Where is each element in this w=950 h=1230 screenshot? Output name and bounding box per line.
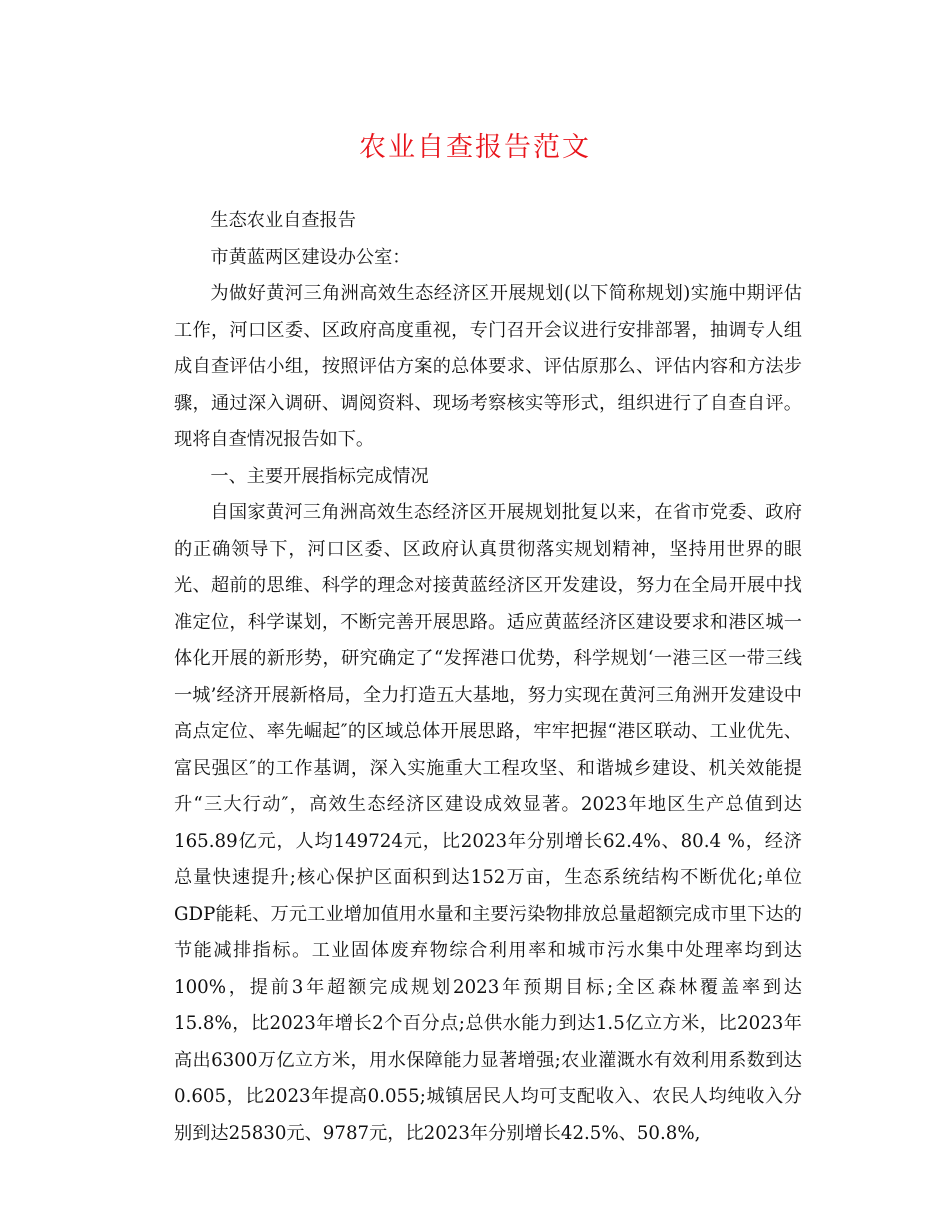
section-body-paragraph: 自国家黄河三角洲高效生态经济区开展规划批复以来，在省市党委、政府的正确领导下，河口区委、区政府认真贯彻落实规划精神，坚持用世界的眼光、超前的思维、科学的理念对接黄蓝经济区开发建设，努力在全局开展中找准定位，科学谋划，不断完善开展思路。适应黄蓝经济区建设要求和港区城一体化开展的新形势，研究确定了“发挥港口优势，科学规划‘一港三区一带三线一城’经济开展新格局，全力打造五大基地，努力实现在黄河三角洲开发建设中高点定位、率先崛起″的区域总体开展思路，牢牢把握“港区联动、工业优先、富民强区″的工作基调，深入实施重大工程攻坚、和谐城乡建设、机关效能提升“三大行动″，高效生态经济区建设成效显著。2023年地区生产总值到达165.89亿元，人均149724元，比2023年分别增长62.4%、80.4 %，经济总量快速提升;核心保护区面积到达152万亩，生态系统结构不断优化;单位GDP能耗、万元工业增加值用水量和主要污染物排放总量超额完成市里下达的节能减排指标。工业固体废弃物综合利用率和城市污水集中处理率均到达100%，提前3年超额完成规划2023年预期目标;全区森林覆盖率到达15.8%，比2023年增长2个百分点;总供水能力到达1.5亿立方米，比2023年高出6300万亿立方米，用水保障能力显著增强;农业灌溉水有效利用系数到达0.605，比2023年提高0.055;城镇居民人均可支配收入、农民人均纯收入分别到达25830元、9787元，比2023年分别增长42.5%、50.8%,	[174, 502, 802, 1144]
report-subtitle: 生态农业自查报告	[210, 210, 356, 231]
intro-paragraph: 为做好黄河三角洲高效生态经济区开展规划(以下简称规划)实施中期评估工作，河口区委、区政府高度重视，专门召开会议进行安排部署，抽调专人组成自查评估小组，按照评估方案的总体要求、评估原那么、评估内容和方法步骤，通过深入调研、调阅资料、现场考察核实等形式，组织进行了自查自评。现将自查情况报告如下。	[174, 283, 802, 450]
document-title: 农业自查报告范文	[359, 132, 591, 163]
document-body	[174, 203, 802, 1152]
addressee-line: 市黄蓝两区建设办公室：	[210, 246, 411, 268]
section-heading: 一、主要开展指标完成情况	[210, 465, 429, 487]
